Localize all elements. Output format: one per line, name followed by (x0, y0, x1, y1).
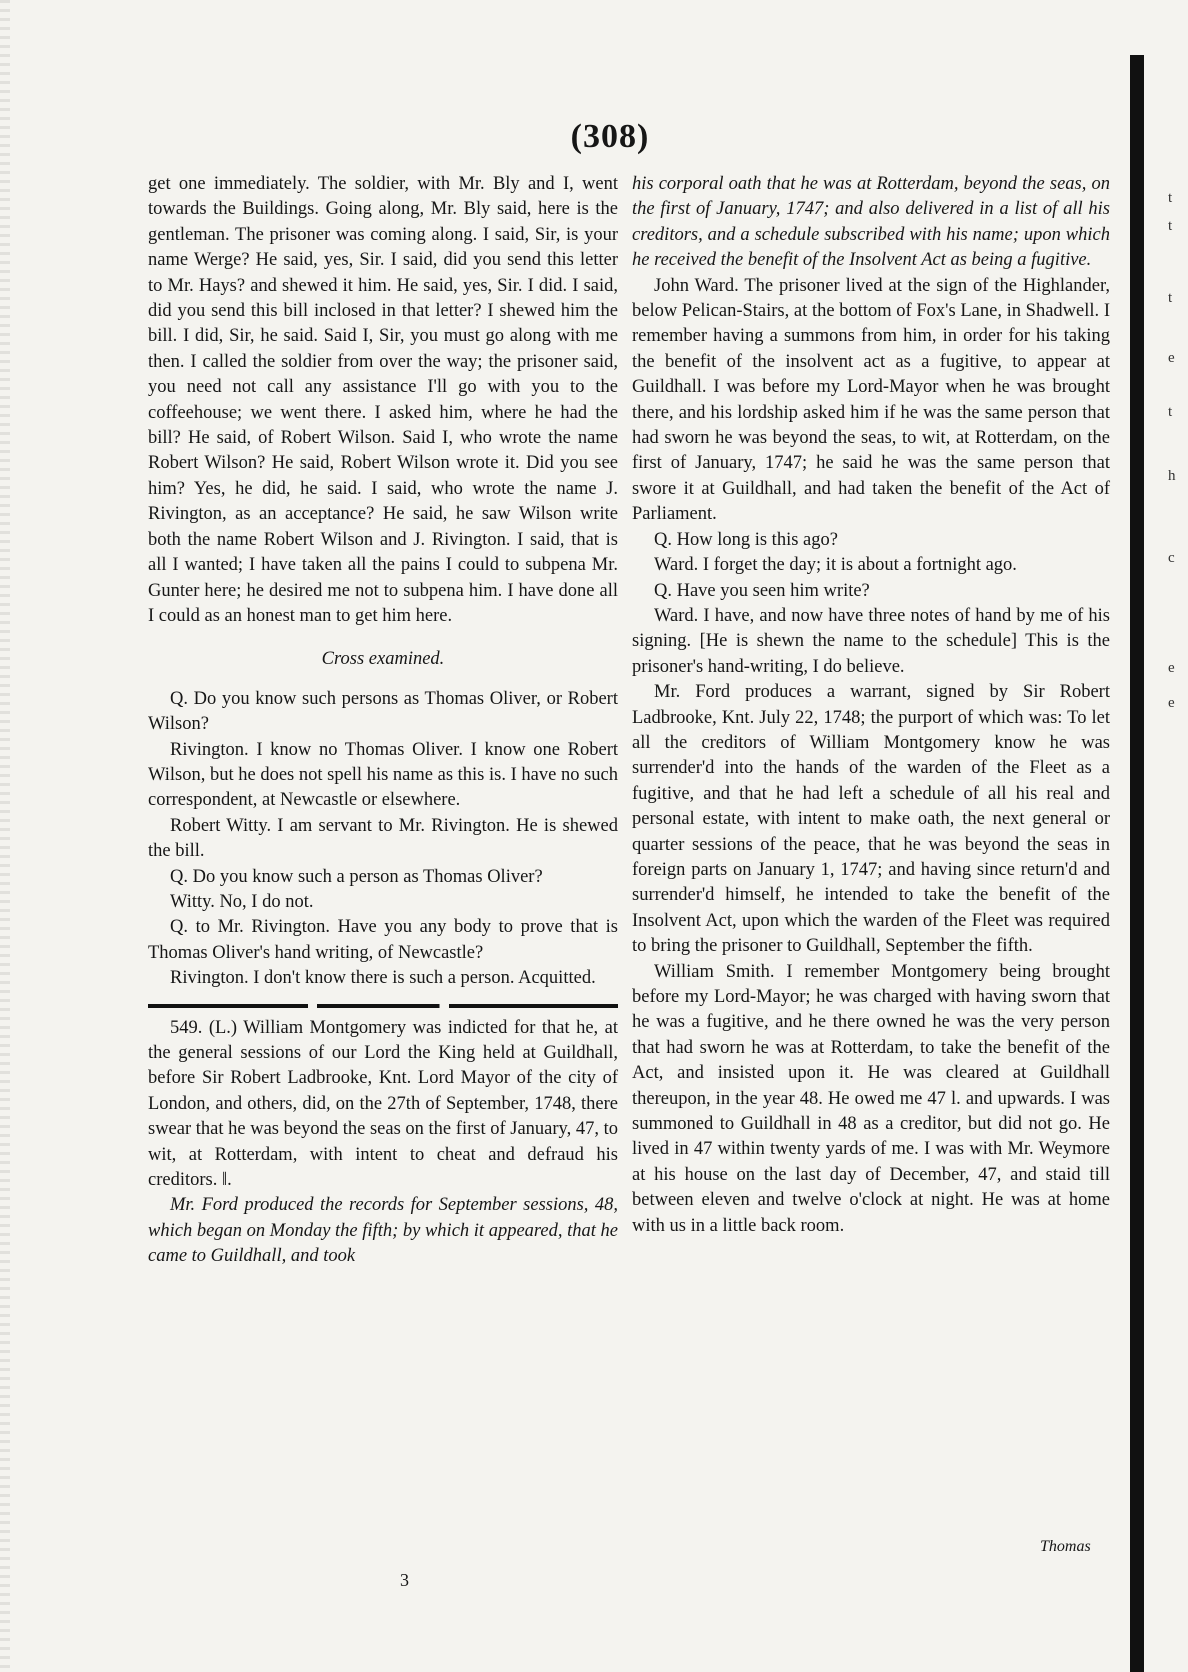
edge-letter: e (1168, 660, 1175, 676)
left-column-paragraph: 549. (L.) William Montgomery was indicted for that he, at the general sessions of our Lord the King held at Guildhall, before Sir Robert Ladbrooke, Knt. Lord Mayor of the city of London, and others, did, on the 27th of September, 1748, there swear that he was beyond the seas on the first of January, 47, to wit, at Rotterdam, with intent to cheat and defraud his creditors. ‖. (148, 1017, 618, 1191)
page-edge-left (0, 0, 10, 1672)
right-column (632, 172, 1110, 1239)
edge-letter: t (1168, 218, 1173, 234)
edge-letter: e (1168, 695, 1175, 711)
left-column-paragraph: Witty. No, I do not. (170, 891, 314, 912)
edge-letter: t (1168, 190, 1173, 206)
edge-letter: t (1168, 290, 1173, 306)
right-column-paragraph: John Ward. The prisoner lived at the sign of the Highlander, below Pelican-Stairs, at the bottom of Fox's Lane, in Shadwell. I remember having a summons from him, in order for his taking the benefit of the insolvent act as a fugitive, to appear at Guildhall. I was before my Lord-Mayor when he was brought there, and his lordship asked him if he was the same person that had sworn he was beyond the seas, to wit, at Rotterdam, on the first of January, 1747; he said he was the same person that swore it at Guildhall, and had taken the benefit of the Act of Parliament. (632, 275, 1110, 525)
right-column-paragraph: Ward. I have, and now have three notes of hand by me of his signing. [He is shewn the name to the schedule] This is the prisoner's hand-writing, I do believe. (632, 605, 1110, 677)
left-column-paragraph: Q. Do you know such persons as Thomas Oliver, or Robert Wilson? (148, 688, 618, 735)
signature-mark: 3 (400, 1570, 409, 1590)
right-column-paragraph: William Smith. I remember Montgomery being brought before my Lord-Mayor; he was charged with having sworn that he was a fugitive, and he there owned he was the very person that had sworn he was at Rotterdam, to take the benefit of the Act, and insisted upon it. He was cleared at Guildhall thereupon, in the year 48. He owed me 47 l. and upwards. I was summoned to Guildhall in 48 as a creditor, but did not go. He lived in 47 within twenty yards of me. I was with Mr. Weymore at his house on the last day of December, 47, and staid till between eleven and twelve o'clock at night. He was at home with us in a little back room. (632, 961, 1110, 1236)
right-column-paragraph: his corporal oath that he was at Rotterdam, beyond the seas, on the first of January, 1747; and also delivered in a list of all his creditors, and a schedule subscribed with his name; upon which he received the benefit of the Insolvent Act as being a fugitive. (632, 174, 1110, 271)
right-column-paragraph: Mr. Ford produces a warrant, signed by Sir Robert Ladbrooke, Knt. July 22, 1748; the purport of which was: To let all the creditors of William Montgomery know he was surrender'd into the hands of the warden of the Fleet as a fugitive, and that he had left a schedule of all his real and personal estate, with intent to make oath, the next general or quarter sessions of the peace, that he was beyond the seas in foreign parts on January 1, 1747; and having since return'd and surrender'd himself, he intended to take the benefit of the Insolvent Act, upon which the warden of the Fleet was required to bring the prisoner to Guildhall, September the fifth. (632, 682, 1110, 957)
left-column-paragraph: Rivington. I know no Thomas Oliver. I know one Robert Wilson, but he does not spell his name as this is. I have no such correspondent, at Newcastle or elsewhere. (148, 739, 618, 811)
edge-letter: e (1168, 350, 1175, 366)
adjacent-page-letters (1168, 190, 1188, 710)
catchword: Thomas (1040, 1538, 1091, 1555)
edge-letter: t (1168, 404, 1173, 420)
left-column-paragraph: Q. Do you know such a person as Thomas Oliver? (170, 866, 543, 887)
section-rule (148, 1004, 618, 1008)
edge-letter: c (1168, 550, 1175, 566)
edge-letter: h (1168, 468, 1176, 484)
left-column-paragraph: Mr. Ford produced the records for September sessions, 48, which began on Monday the fifth; by which it appeared, that he came to Guildhall, and took (148, 1195, 618, 1267)
right-column-paragraph: Q. Have you seen him write? (654, 580, 870, 601)
page-number: (308) (570, 118, 650, 155)
right-column-paragraph: Ward. I forget the day; it is about a fortnight ago. (654, 555, 1017, 576)
left-column (148, 172, 618, 1270)
left-column-paragraph: Robert Witty. I am servant to Mr. Rivington. He is shewed the bill. (148, 815, 618, 862)
left-column-paragraph: Rivington. I don't know there is such a person. Acquitted. (170, 968, 596, 989)
right-column-paragraph: Q. How long is this ago? (654, 529, 838, 550)
binding-shadow (1130, 55, 1144, 1672)
left-column-paragraph: get one immediately. The soldier, with Mr. Bly and I, went towards the Buildings. Going along, Mr. Bly said, here is the gentleman. The prisoner was coming along. I said, Sir, is your name Werge? He said, yes, Sir. I said, did you send this letter to Mr. Hays? and shewed it him. He said, yes, Sir. I did. I said, did you send this bill inclosed in that letter? I shewed him the bill. I did, Sir, he said. Said I, Sir, you must go along with me then. I called the soldier from over the way; the prisoner said, you need not call any assistance I'll go with you to the coffeehouse; we went there. I asked him, where he had the bill? He said, of Robert Wilson. Said I, who wrote the name Robert Wilson? He said, Robert Wilson wrote it. Did you see him? Yes, he did, he said. I said, who wrote the name J. Rivington, as an acceptance? He said, he saw Wilson write both the name Robert Wilson and J. Rivington. I said, that is all I wanted; I have taken all the pains I could to subpena Mr. Gunter here; he desired me not to subpena him. I have done all I could as an honest man to get him here. (148, 174, 618, 626)
left-column-heading: Cross examined. (321, 649, 445, 670)
left-column-paragraph: Q. to Mr. Rivington. Have you any body to prove that is Thomas Oliver's hand writing, of Newcastle? (148, 917, 618, 963)
